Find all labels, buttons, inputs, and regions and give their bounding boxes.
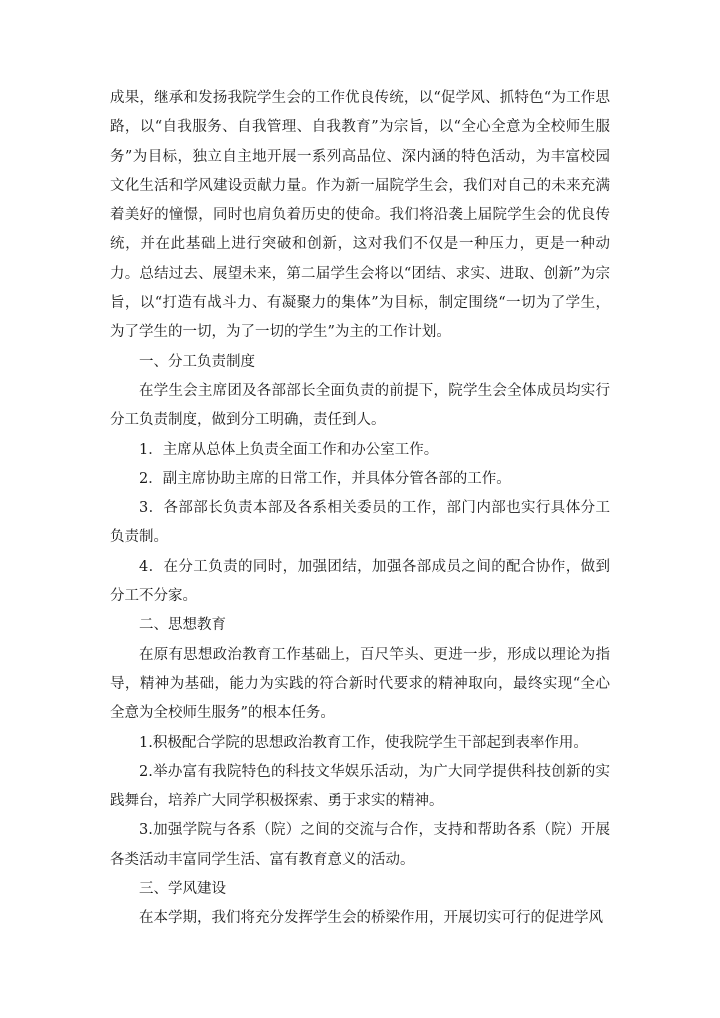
list-item-tech-culture-activities: 2.举办富有我院特色的科技文华娱乐活动，为广大同学提供科技创新的实践舞台，培养广大同学积极探索、勇于求实的精神。	[110, 763, 610, 810]
section-heading-study-style: 三、学风建设	[139, 881, 226, 898]
list-item-cooperation: 4．在分工负责的同时，加强团结，加强各部成员之间的配合协作，做到分工不分家。	[110, 558, 610, 605]
list-item-chairman: 1．主席从总体上负责全面工作和办公室工作。	[139, 441, 439, 458]
paragraph-ideological-education: 在原有思想政治教育工作基础上，百尺竿头、更进一步，形成以理论为指导，精神为基础，能力为实践的符合新时代要求的精神取向，最终实现“全心全意为全校师生服务”的根本任务。	[110, 646, 610, 722]
list-item-vice-chairman: 2．副主席协助主席的日常工作，并具体分管各部的工作。	[139, 470, 511, 487]
document-page	[110, 84, 610, 934]
paragraph-study-style: 在本学期，我们将充分发挥学生会的桥梁作用，开展切实可行的促进学风	[139, 910, 603, 927]
list-item-ministers: 3．各部部长负责本部及各系相关委员的工作，部门内部也实行具体分工负责制。	[110, 500, 610, 546]
paragraph-intro-continuation: 成果，继承和发扬我院学生会的工作优良传统，以“促学风、抓特色“为工作思路，以“自我服务、自我管理、自我教育”为宗旨，以“全心全意为全校师生服务”为目标，独立自主地开展一系列高品位、深内涵的特色活动，为丰富校园文化生活和学风建设贡献力量。作为新一届院学生会，我们对自己的未来充满着美好的憧憬，同时也肩负着历史的使命。我们将沿袭上届院学生会的优良传统，并在此基础上进行突破和创新，这对我们不仅是一种压力，更是一种动力。总结过去、展望未来，第二届学生会将以“团结、求实、进取、创新”为宗旨，以“打造有战斗力、有凝聚力的集体”为目标，制定围绕“一切为了学生，为了学生的一切，为了一切的学生”为主的工作计划。	[110, 90, 610, 341]
section-heading-division-of-labor: 一、分工负责制度	[139, 353, 255, 370]
paragraph-division-of-labor: 在学生会主席团及各部部长全面负责的前提下，院学生会全体成员均实行分工负责制度，做到分工明确，责任到人。	[110, 382, 610, 429]
list-item-exchange-cooperation: 3.加强学院与各系（院）之间的交流与合作，支持和帮助各系（院）开展各类活动丰富同学生活、富有教育意义的活动。	[110, 822, 610, 868]
list-item-political-education: 1.积极配合学院的思想政治教育工作，使我院学生干部起到表率作用。	[139, 734, 588, 751]
section-heading-ideological-education: 二、思想教育	[139, 617, 226, 634]
